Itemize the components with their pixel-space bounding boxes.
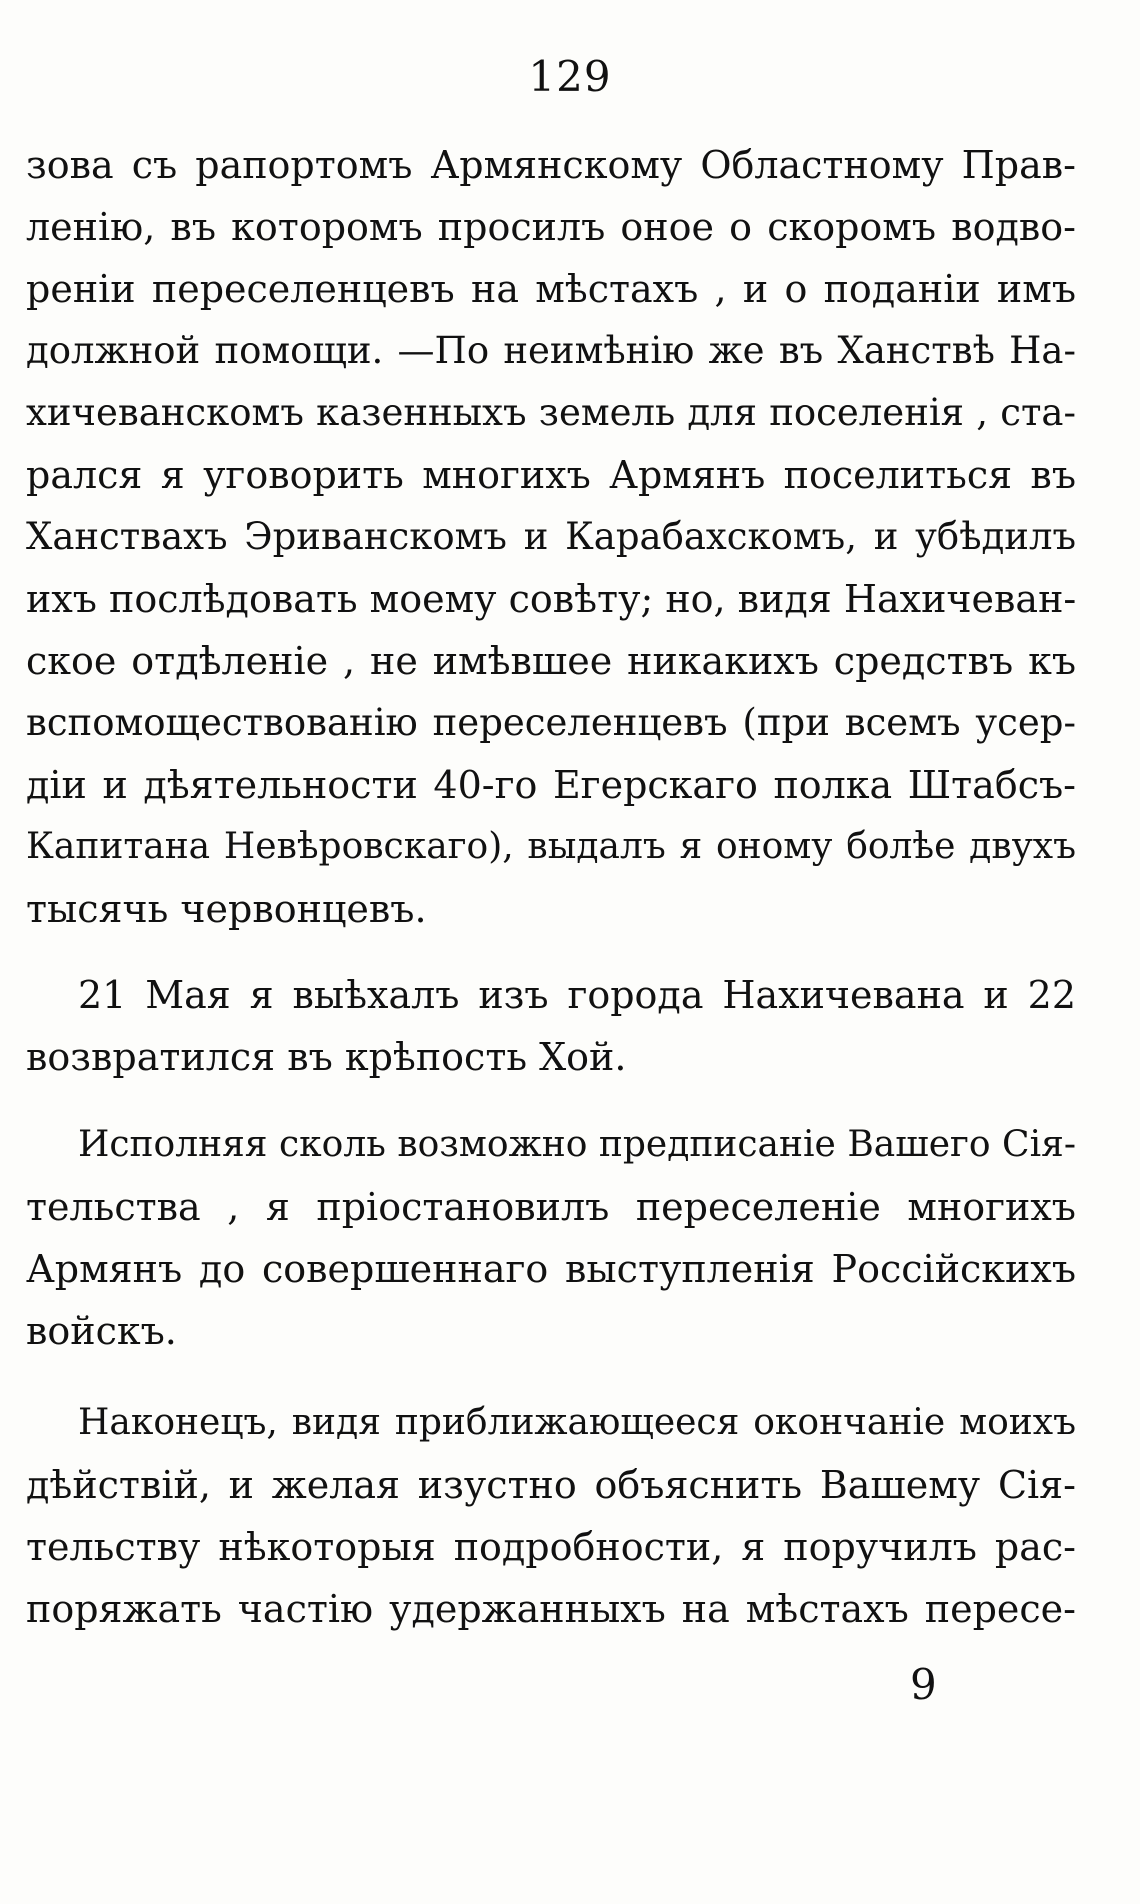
text-line: Капитана Невѣровскаго), выдалъ я оному болѣе двухъ xyxy=(26,826,1076,867)
paragraph-1 xyxy=(26,134,1076,940)
text-line: ихъ послѣдовать моему совѣту; но, видя Нахичеван- xyxy=(26,577,1077,621)
page-number: 129 xyxy=(528,52,612,101)
text-line: ленію, въ которомъ просилъ оное о скоромъ водво- xyxy=(26,205,1076,249)
signature-mark: 9 xyxy=(910,1660,937,1709)
text-line: должной помощи. —По неимѣнію же въ Ханствѣ На- xyxy=(26,329,1076,372)
text-line: войскъ. xyxy=(26,1309,177,1353)
text-line: 21 Мая я выѣхалъ изъ города Нахичевана и 22 xyxy=(78,973,1076,1017)
text-line: Армянъ до совершеннаго выступленія Россійскихъ xyxy=(26,1247,1076,1291)
paragraph-4 xyxy=(26,1392,1076,1640)
text-line: Ханствахъ Эриванскомъ и Карабахскомъ, и убѣдилъ xyxy=(26,515,1076,558)
text-line: діи и дѣятельности 40-го Егерскаго полка Штабсъ- xyxy=(26,763,1076,807)
text-line: хичеванскомъ казенныхъ земель для поселенія , ста- xyxy=(26,391,1076,434)
text-line: поряжать частію удержанныхъ на мѣстахъ пересе- xyxy=(26,1587,1076,1631)
paragraph-2 xyxy=(26,964,1076,1088)
text-line: Исполняя сколь возможно предписаніе Вашего Сія- xyxy=(78,1124,1076,1165)
text-line: рался я уговорить многихъ Армянъ поселиться въ xyxy=(26,453,1076,497)
text-line: Наконецъ, видя приближающееся окончаніе моихъ xyxy=(78,1402,1076,1443)
text-line: дѣйствій, и желая изустно объяснить Вашему Сія- xyxy=(26,1463,1076,1507)
text-line: реніи переселенцевъ на мѣстахъ , и о поданіи имъ xyxy=(26,267,1076,311)
text-line: тельству нѣкоторыя подробности, я поручилъ рас- xyxy=(26,1525,1076,1569)
text-line: тельства , я пріостановилъ переселеніе многихъ xyxy=(26,1185,1076,1229)
text-line: ское отдѣленіе , не имѣвшее никакихъ средствъ къ xyxy=(26,639,1076,683)
text-line: возвратился въ крѣпость Хой. xyxy=(26,1035,627,1079)
text-line: зова съ рапортомъ Армянскому Областному Прав- xyxy=(26,143,1076,187)
paragraph-3 xyxy=(26,1114,1076,1362)
text-line: тысячь червонцевъ. xyxy=(26,887,427,931)
text-line: вспомоществованію переселенцевъ (при всемъ усер- xyxy=(26,701,1076,744)
